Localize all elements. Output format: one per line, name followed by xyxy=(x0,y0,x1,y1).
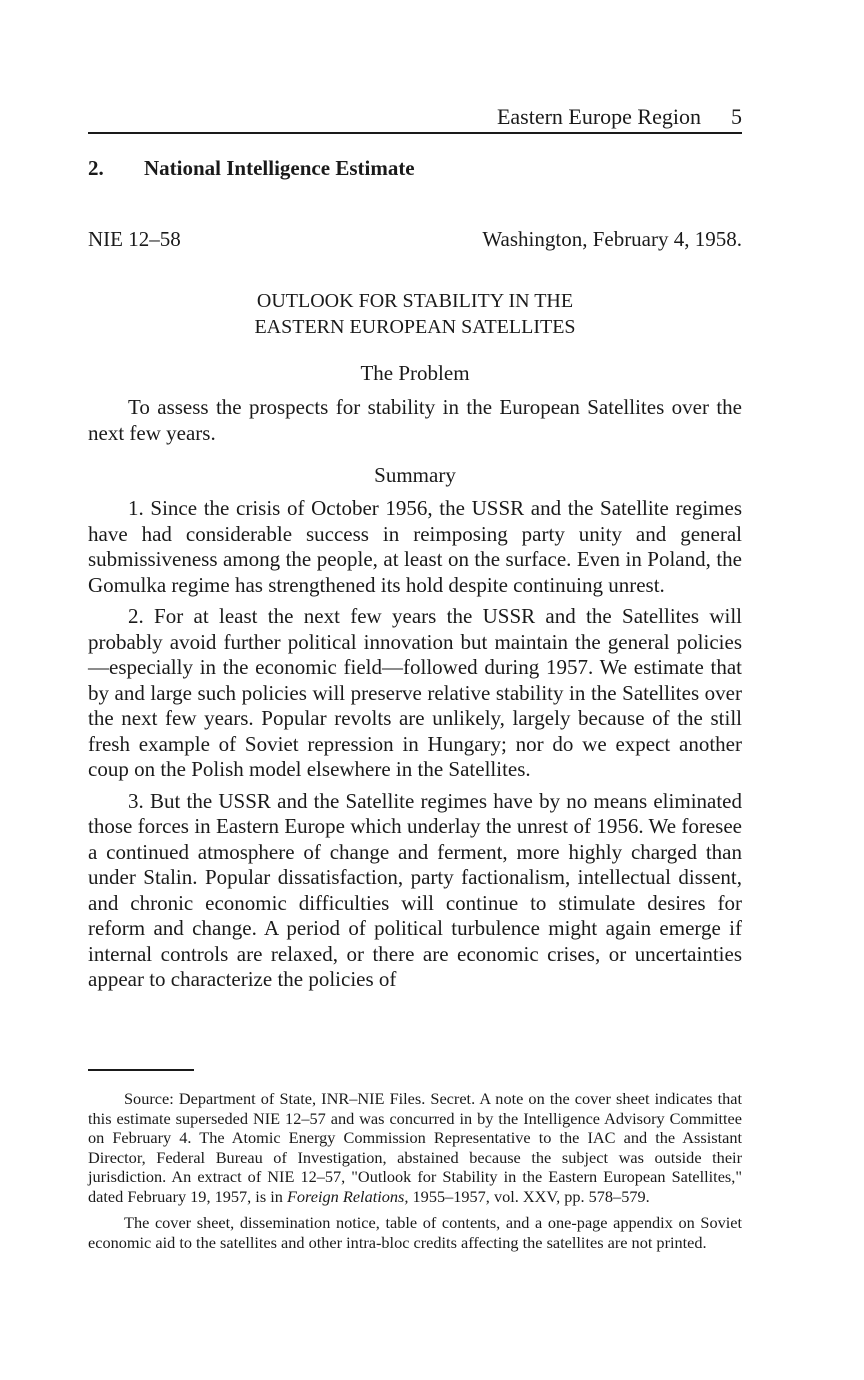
source-note xyxy=(88,1089,742,1206)
document-title: National Intelligence Estimate xyxy=(144,156,415,180)
main-title-line-2: EASTERN EUROPEAN SATELLITES xyxy=(254,316,576,338)
main-title xyxy=(88,288,742,340)
source-note-citation: Foreign Relations, xyxy=(286,1186,409,1206)
document-heading xyxy=(88,156,415,181)
summary-paragraph-1: 1. Since the crisis of October 1956, the USSR and the Satellite regimes have had considerable success in reimposing party unity and general submissiveness among the people, at least on the surface. Even in Poland, the Gomulka regime has strengthened its hold despite continuing unrest. xyxy=(88,496,742,597)
main-title-line-1: OUTLOOK FOR STABILITY IN THE xyxy=(256,290,574,312)
source-note-citation-tail: 1955–1957, vol. XXV, pp. 578–579. xyxy=(408,1186,650,1206)
page-number: 5 xyxy=(731,104,742,129)
place-date: Washington, February 4, 1958. xyxy=(482,227,742,251)
summary-paragraph-3: 3. But the USSR and the Satellite regimes have by no means eliminated those forces in Eastern Europe which underlay the unrest of 1956. We foresee a continued atmosphere of change and ferment, more highly charged than under Stalin. Popular dissatisfaction, party factionalism, intellectual dissent, and chronic economic difficulties will continue to stimulate desires for reform and change. A period of political turbulence might again emerge if internal controls are relaxed, or there are economic crises, or uncertainties appear to characterize the policies of xyxy=(88,788,742,991)
source-note-text: Source: Department of State, INR–NIE Files. Secret. A note on the cover sheet indicates that this estimate superseded NIE 12–57 and was concurred in by the Intelligence Advisory Committee on February 4. The Atomic Energy Commission Representative to the IAC and the Assistant Director, Federal Bureau of Investigation, abstained because the subject was outside their jurisdiction. An extract of NIE 12–57, "Outlook for Stability in the Eastern European Satellites," dated February 19, 1957, is in xyxy=(88,1089,742,1206)
running-head xyxy=(497,104,742,130)
running-head-section: Eastern Europe Region xyxy=(496,104,701,129)
document-meta xyxy=(88,227,742,252)
summary-paragraph-2: 2. For at least the next few years the USSR and the Satellites will probably avoid further political innovation but maintain the general policies—especially in the economic field—followed during 1957. We estimate that by and large such policies will preserve relative stability in the Satellites over the next few years. Popular revolts are unlikely, largely because of the still fresh example of Soviet repression in Hungary; nor do we expect another coup on the Polish model elsewhere in the Satellites. xyxy=(88,604,742,781)
document-number: 2. xyxy=(88,156,104,180)
problem-heading: The Problem xyxy=(360,361,470,385)
problem-text: To assess the prospects for stability in the European Satellites over the next few years. xyxy=(88,395,742,445)
summary-body xyxy=(88,496,742,999)
document-designation: NIE 12–58 xyxy=(88,227,181,251)
omission-note: The cover sheet, dissemination notice, table of contents, and a one-page appendix on Soviet economic aid to the satellites and other intra-bloc credits affecting the satellites are not printed. xyxy=(88,1213,742,1252)
footnotes xyxy=(88,1089,742,1259)
summary-heading: Summary xyxy=(374,463,456,487)
footnote-rule xyxy=(88,1069,194,1071)
header-rule xyxy=(88,132,742,134)
